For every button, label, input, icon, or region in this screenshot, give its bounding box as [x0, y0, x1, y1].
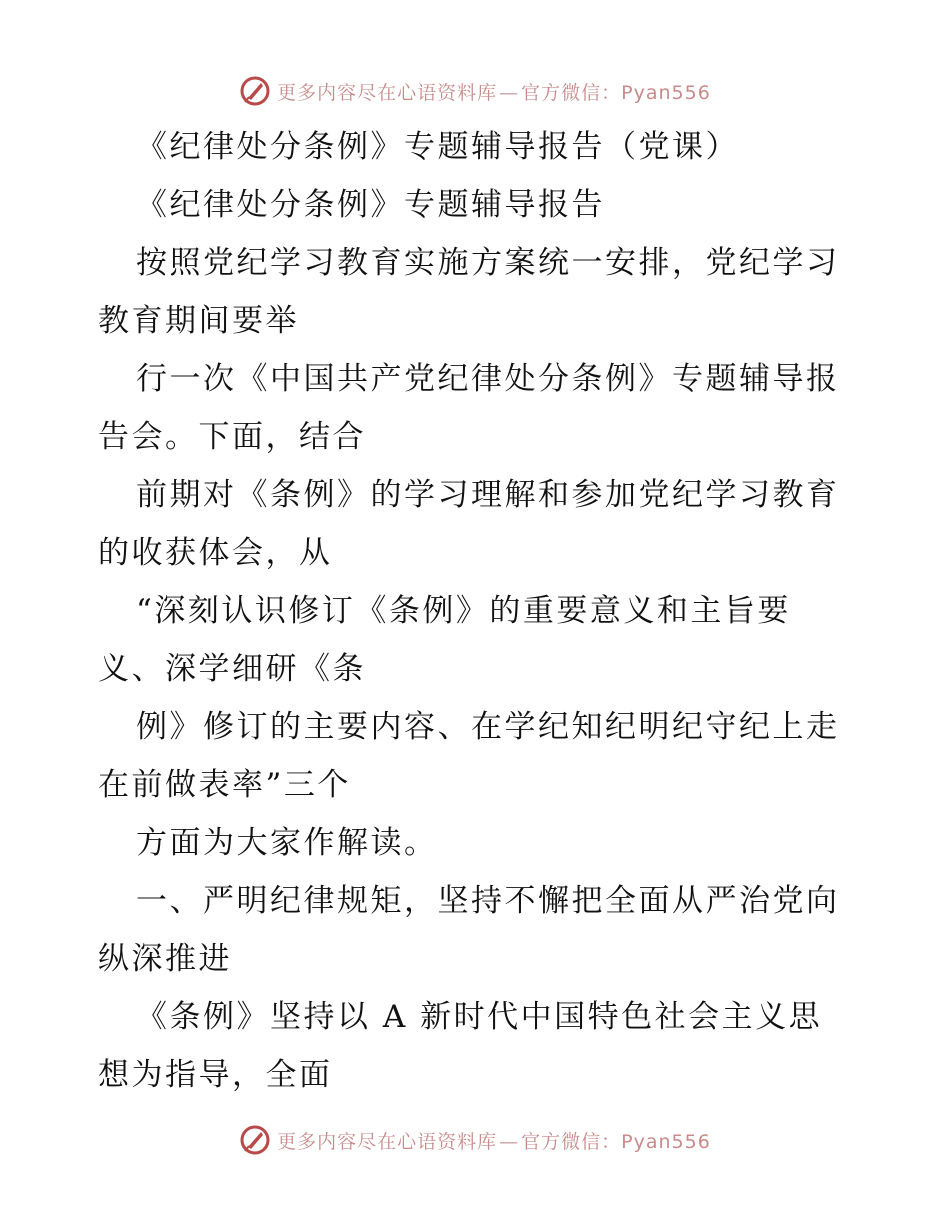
header-banner-text	[277, 78, 711, 105]
paragraph-line: 在前做表率”三个	[98, 767, 351, 803]
paragraph-line: 想为指导，全面	[98, 1057, 333, 1093]
footer-banner-brand: 更多内容尽在心语资料库	[277, 1130, 498, 1153]
paragraph-line: 行一次《中国共产党纪律处分条例》专题辅导报	[136, 361, 840, 397]
footer-banner-dash: —	[499, 1130, 520, 1153]
paragraph-line: 方面为大家作解读。	[136, 825, 438, 861]
paragraph-line: 例》修订的主要内容、在学纪知纪明纪守纪上走	[136, 709, 840, 745]
header-banner-brand: 更多内容尽在心语资料库	[277, 81, 498, 104]
paragraph-line: 《条例》坚持以 A 新时代中国特色社会主义思	[136, 999, 823, 1035]
paragraph-line: 前期对《条例》的学习理解和参加党纪学习教育	[136, 477, 840, 513]
paragraph-line: “深刻认识修订《条例》的重要意义和主旨要	[136, 593, 791, 629]
paragraph-line: 按照党纪学习教育实施方案统一安排，党纪学习	[136, 245, 840, 281]
section-heading: 一、严明纪律规矩，坚持不懈把全面从严治党向	[136, 883, 840, 919]
header-banner-wechat: 官方微信：Pyan556	[521, 81, 711, 104]
footer-watermark-banner	[0, 1120, 950, 1160]
feather-pen-logo-icon	[239, 1124, 271, 1156]
footer-banner-text	[277, 1127, 711, 1154]
paragraph-line: 义、深学细研《条	[98, 651, 366, 687]
document-title: 《纪律处分条例》专题辅导报告（党课）	[136, 129, 739, 165]
paragraph-line: 告会。下面，结合	[98, 419, 366, 455]
header-watermark-banner	[0, 71, 950, 111]
header-banner-dash: —	[499, 81, 520, 104]
section-heading: 纵深推进	[98, 941, 232, 977]
footer-banner-wechat: 官方微信：Pyan556	[521, 1130, 711, 1153]
paragraph-line: 的收获体会，从	[98, 535, 333, 571]
paragraph-line: 教育期间要举	[98, 303, 299, 339]
document-subtitle: 《纪律处分条例》专题辅导报告	[136, 187, 605, 223]
feather-pen-logo-icon	[239, 75, 271, 107]
